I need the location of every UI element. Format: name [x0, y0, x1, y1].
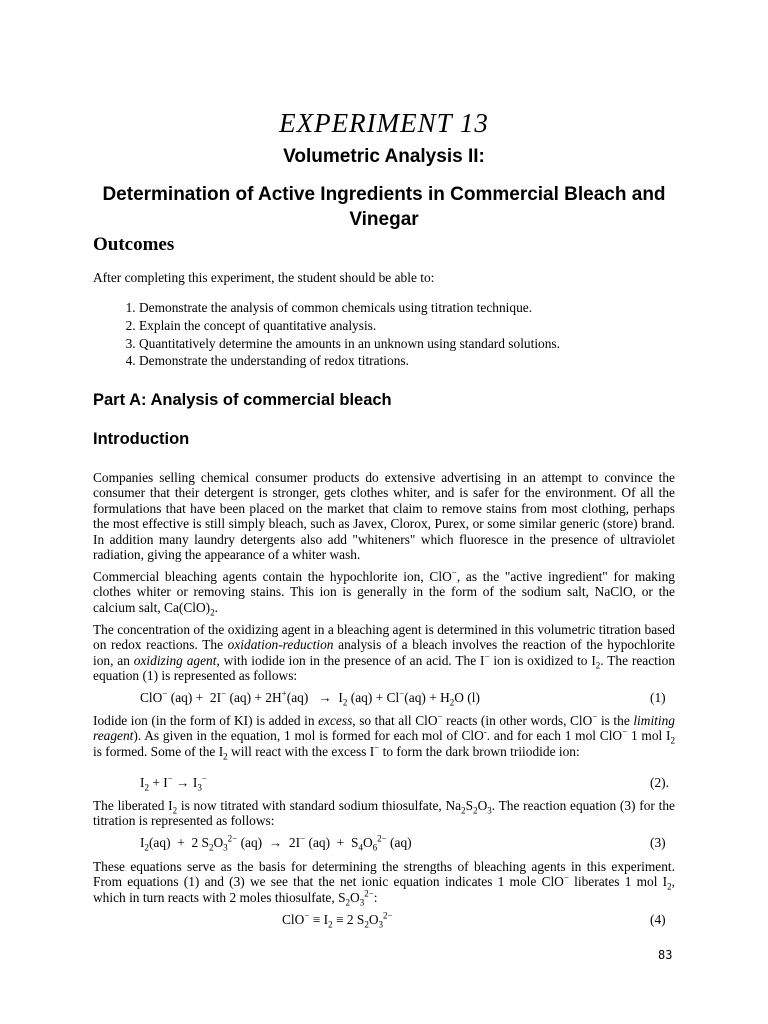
- intro-paragraph-5: The liberated $I_2$ is now titrated with standard sodium thiosulfate, $Na_2S_2O_3$. The reaction equation (3) for the titration is represented as follows:: [93, 798, 675, 829]
- introduction-heading: Introduction: [93, 430, 190, 448]
- experiment-subtitle: Volumetric Analysis II:: [283, 146, 485, 167]
- intro-paragraph-3: The concentration of the oxidizing agent in a bleaching agent is determined in this volumetric titration based on redox reactions. The oxidation-reduction analysis of a bleach involves the reaction of the hypochlorite ion, an oxidizing agent, with iodide ion in the presence of an acid. The I− ion is oxidized to $I_2$. The reaction equation (1) is represented as follows:: [93, 622, 676, 684]
- equation-2-number: (2).: [650, 775, 669, 790]
- equation-1: ClO− (aq) + 2I− $(aq) + 2H^+(aq) \to I_2$ $(aq) + Cl^-(aq) + H_2O$ (l): [140, 688, 480, 708]
- list-item: 4. Demonstrate the understanding of redox titrations.: [139, 352, 679, 370]
- page-number: 83: [658, 948, 673, 962]
- equation-1-number: (1): [650, 690, 666, 705]
- equation-2: $I_2 + I^- \to I_3^-$: [140, 773, 207, 793]
- part-a-heading: Part A: Analysis of commercial bleach: [93, 391, 392, 409]
- equation-3: $I_2(aq) + 2$ $S_2O_3^{2-}$ (aq) → 2I− $(aq) + S_4O_6^{2-}$ (aq): [140, 833, 412, 853]
- equation-4: $ClO^- \equiv I_2 \equiv 2$ $S_2O_3^{2-}$: [282, 910, 393, 930]
- list-item: 1. Demonstrate the analysis of common chemicals using titration technique.: [139, 299, 679, 317]
- equation-4-number: (4): [650, 912, 666, 927]
- experiment-main-title: Determination of Active Ingredients in Commercial Bleach and Vinegar: [102, 184, 666, 230]
- intro-paragraph-6: These equations serve as the basis for determining the strengths of bleaching agents in this experiment. From equations (1) and (3) we see that the net ionic equation indicates 1 mole ClO− liberates 1 mol $I_2$, which in turn reacts with 2 moles thiosulfate, $S_2O_3^{2-}$:: [93, 859, 675, 908]
- outcomes-heading: Outcomes: [93, 234, 175, 255]
- intro-paragraph-1: Companies selling chemical consumer products do extensive advertising in an attempt to convince the consumer that their detergent is stronger, gets clothes whiter, and is safer for the environment. Of all the formulations that have been placed on the market that claim to remove stains from most clothing, perhaps the most effective is still simply bleach, such as Javex, Clorox, Purex, or some similar generic (store) brand. In addition many laundry detergents also add "whiteners" which fluoresce in the presence of ultraviolet radiation, giving the appearance of a whiter wash.: [93, 470, 675, 563]
- equation-3-number: (3): [650, 835, 666, 850]
- list-item: 2. Explain the concept of quantitative analysis.: [139, 317, 679, 335]
- intro-paragraph-4: Iodide ion (in the form of KI) is added in excess, so that all ClO− reacts (in other words, ClO− is the limiting reagent). As given in the equation, 1 mol is formed for each mol of ClO-. and for each 1 mol ClO− 1 mol $I_2$ is formed. Some of the $I_2$ will react with the excess I− to form the dark brown triiodide ion:: [93, 711, 675, 762]
- experiment-title: EXPERIMENT 13: [279, 108, 489, 138]
- outcomes-intro: After completing this experiment, the student should be able to:: [93, 270, 435, 285]
- outcomes-list: [93, 299, 679, 370]
- intro-paragraph-2: Commercial bleaching agents contain the hypochlorite ion, ClO−, as the "active ingredient" for making clothes whiter or removing stains. This ion is generally in the form of the sodium salt, NaClO, or the calcium salt, $Ca(ClO)_2$.: [93, 567, 675, 618]
- list-item: 3. Quantitatively determine the amounts in an unknown using standard solutions.: [139, 335, 679, 353]
